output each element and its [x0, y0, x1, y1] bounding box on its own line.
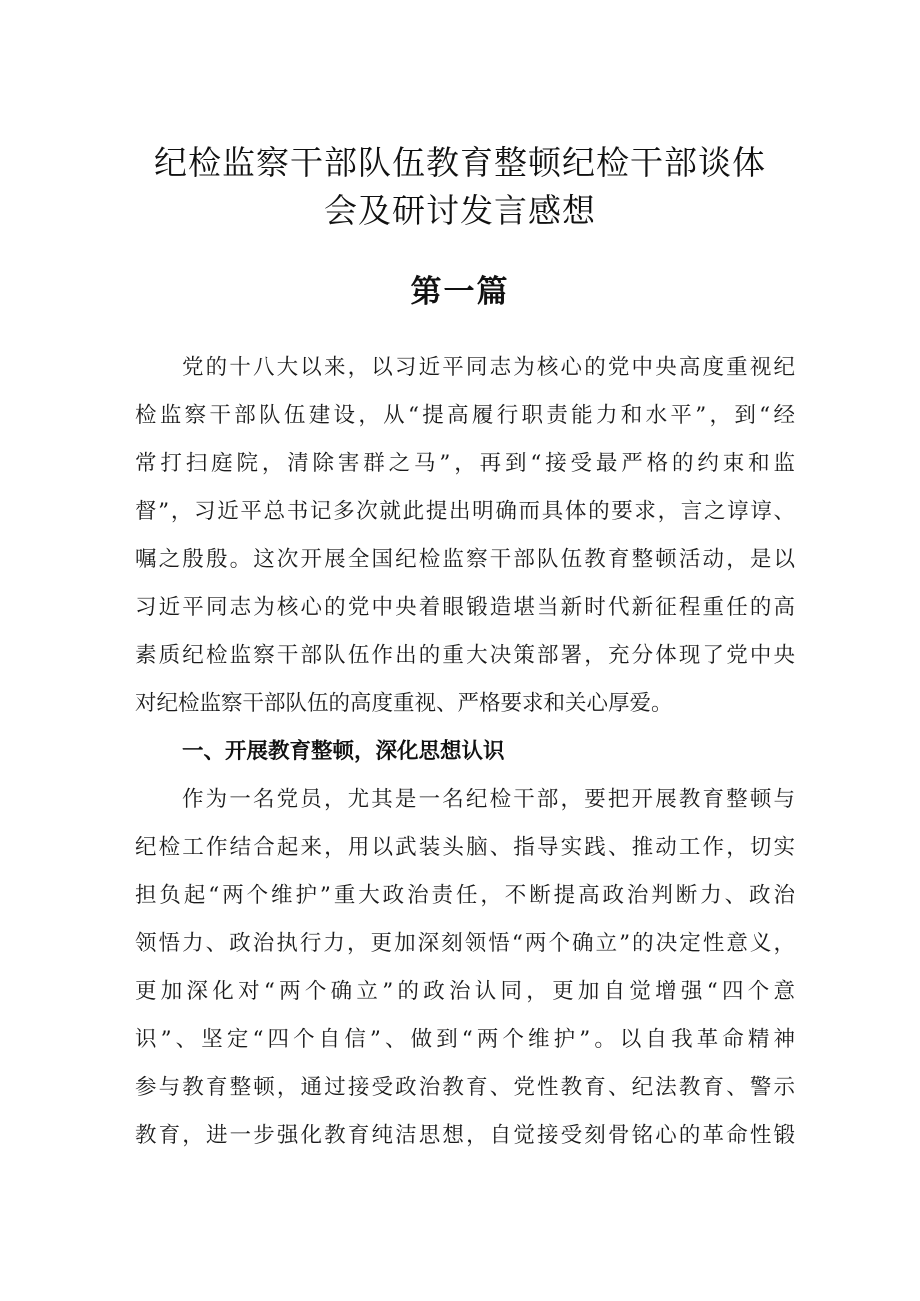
- paragraph-line: 更加深化对“两个确立”的政治认同，更加自觉增强“四个意: [135, 979, 795, 1004]
- document-title-line-1: 纪检监察干部队伍教育整顿纪检干部谈体: [154, 143, 766, 182]
- paragraph-line: 识”、坚定“四个自信”、做到“两个维护”。以自我革命精神: [135, 1027, 795, 1052]
- paragraph-line: 教育，进一步强化教育纯洁思想，自觉接受刻骨铭心的革命性锻: [135, 1123, 795, 1148]
- paragraph-line: 作为一名党员，尤其是一名纪检干部，要把开展教育整顿与: [182, 787, 795, 812]
- paragraph-line: 对纪检监察干部队伍的高度重视、严格要求和关心厚爱。: [135, 691, 673, 716]
- paragraph-line: 常打扫庭院，清除害群之马”，再到“接受最严格的约束和监: [135, 451, 795, 476]
- paragraph-line: 嘱之殷殷。这次开展全国纪检监察干部队伍教育整顿活动，是以: [135, 547, 795, 572]
- paragraph-line: 领悟力、政治执行力，更加深刻领悟“两个确立”的决定性意义，: [135, 931, 795, 956]
- document-subtitle: 第一篇: [410, 274, 510, 310]
- section-heading: 一、开展教育整顿，深化思想认识: [182, 739, 505, 764]
- paragraph-line: 党的十八大以来，以习近平同志为核心的党中央高度重视纪: [182, 355, 795, 380]
- paragraph-line: 担负起“两个维护”重大政治责任，不断提高政治判断力、政治: [135, 883, 795, 908]
- paragraph-line: 督”，习近平总书记多次就此提出明确而具体的要求，言之谆谆、: [135, 499, 795, 524]
- paragraph-line: 参与教育整顿，通过接受政治教育、党性教育、纪法教育、警示: [135, 1075, 795, 1100]
- document-title-line-2: 会及研讨发言感想: [324, 191, 596, 230]
- paragraph-line: 纪检工作结合起来，用以武装头脑、指导实践、推动工作，切实: [135, 835, 795, 860]
- paragraph-line: 素质纪检监察干部队伍作出的重大决策部署，充分体现了党中央: [135, 643, 795, 668]
- paragraph-line: 检监察干部队伍建设，从“提高履行职责能力和水平”，到“经: [135, 403, 795, 428]
- paragraph-line: 习近平同志为核心的党中央着眼锻造堪当新时代新征程重任的高: [135, 595, 795, 620]
